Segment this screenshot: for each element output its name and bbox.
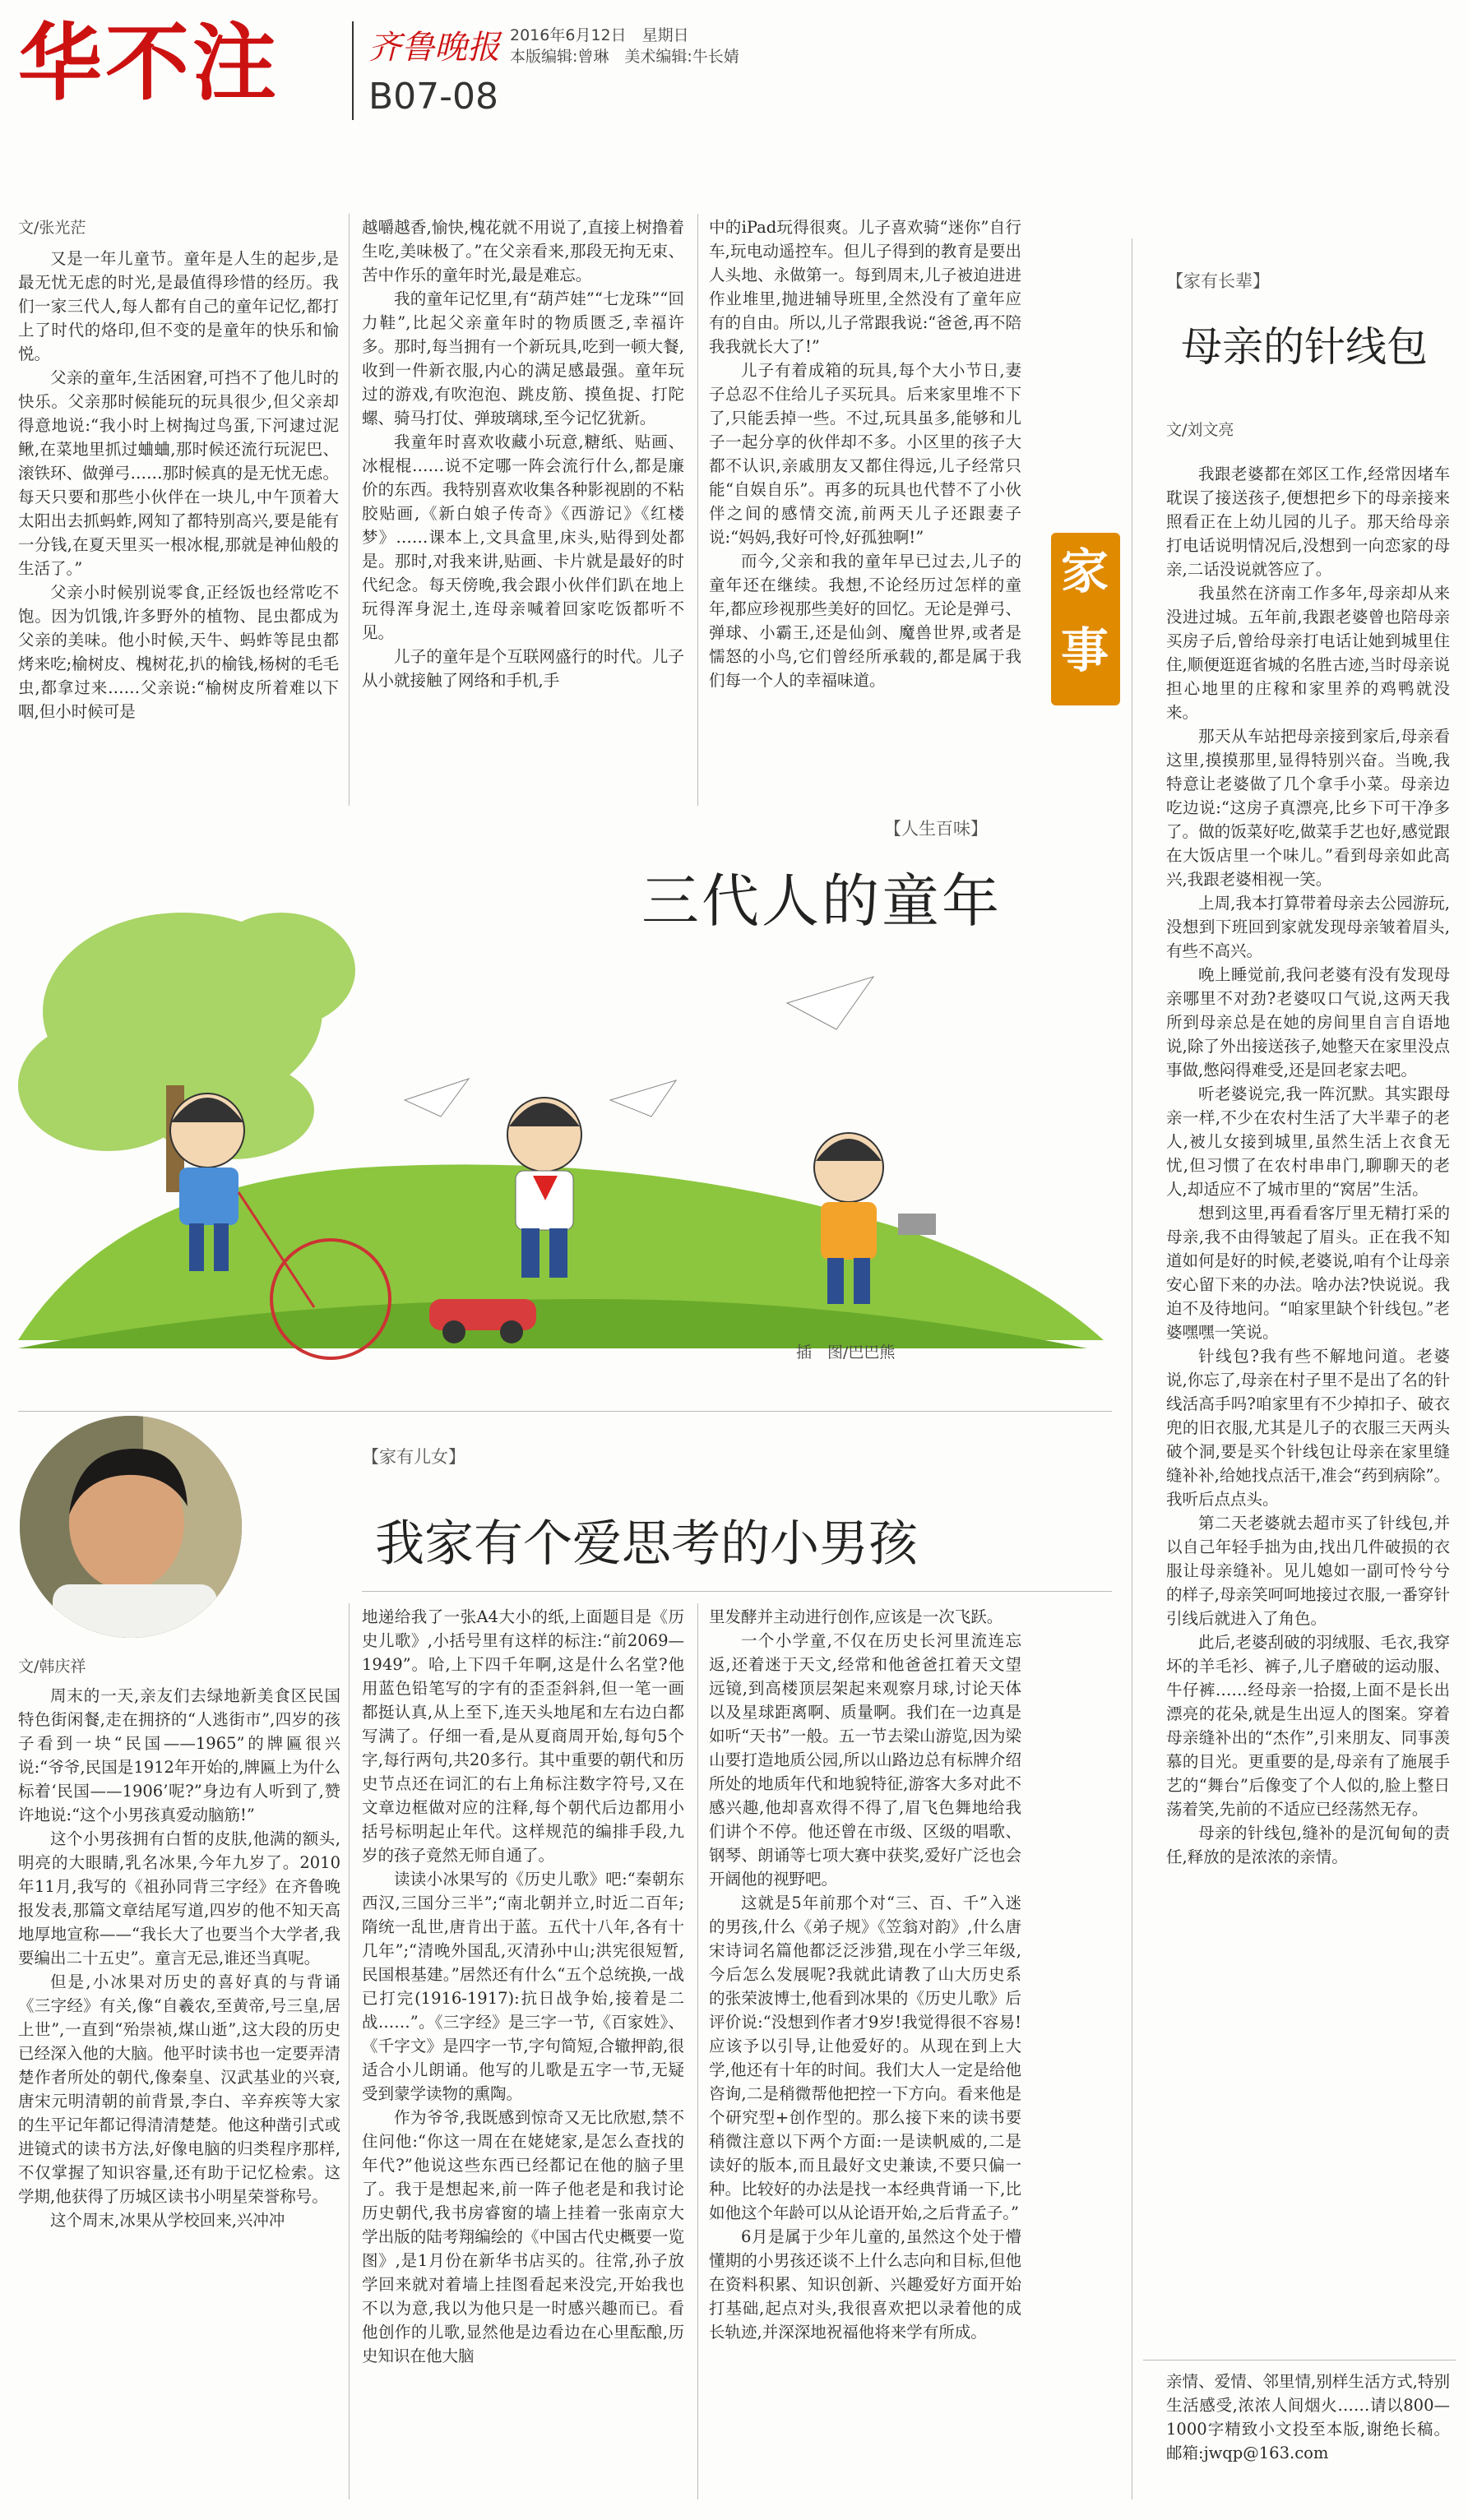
paragraph: 地递给我了一张A4大小的纸,上面题目是《历史儿歌》,小括号里有这样的标注:“前2069—1949”。哈,上下四千年啊,这是什么名堂?他用蓝色铅笔写的字有的歪歪斜斜,但一笔一画都挺认真,从上至下,连天头地尾和左右边白都写满了。仔细一看,是从夏商周开始,每句5个字,每行两句,共20多行。其中重要的朝代和历史节点还在词汇的右上角标注数字符号,又在文章边框做对应的注释,每个朝代后边都用小括号标明起止年代。这样规范的编排手段,九岁的孩子竟然无师自通了。 [362,1607,684,1865]
article1-byline: 文/张光茫 [18,219,86,237]
section-divider [18,1411,1112,1412]
paragraph: 想到这里,再看看客厅里无精打采的母亲,我不由得皱起了眉头。正在我不知道如何是好的时候,老婆说,咱有个让母亲安心留下来的办法。啥办法?快说说。我迫不及待地问。“咱家里缺个针线包。”老婆嘿嘿一笑说。 [1166,1204,1450,1342]
submission-notice [1166,2370,1450,2465]
paragraph: 晚上睡觉前,我问老婆有没有发现母亲哪里不对劲?老婆叹口气说,这两天我所到母亲总是在她的房间里自言自语地说,除了外出接送孩子,她整天在家里没点事做,憋闷得难受,还是回老家去吧。 [1166,965,1450,1080]
article3-category: 【家有长辈】 [1166,271,1270,291]
shirt [53,1584,217,1638]
paragraph: 里发酵并主动进行创作,应该是一次飞跃。 [709,1607,1003,1626]
article1-headline: 三代人的童年 [641,867,1002,935]
paragraph: 母亲的针线包,缝补的是沉甸甸的责任,释放的是浓浓的亲情。 [1166,1824,1450,1866]
article1-col3 [709,215,1021,692]
tag-char: 事 [1061,622,1109,678]
paragraph: 这个小男孩拥有白皙的皮肤,他满的额头,明亮的大眼睛,乳名冰果,今年九岁了。2010年11月,我写的《祖孙同背三字经》在齐鲁晚报发表,那篇文章结尾写道,四岁的他不知天高地厚地宣称——“我长大了也要当个大学者,我要编出二十五史”。童言无忌,谁还当真呢。 [18,1829,340,1967]
illustration-credit: 插 图/巴巴熊 [796,1343,896,1362]
paragraph: 但是,小冰果对历史的喜好真的与背诵《三字经》有关,像“自羲农,至黄帝,号三皇,居上世”,一直到“殆崇祯,煤山逝”,这大段的历史已经深入他的大脑。他平时读书也一定要弄清楚作者所处的朝代,像秦皇、汉武基业的兴衰,唐宋元明清朝的前背景,李白、辛弃疾等大家的生平记年都记得清清楚楚。他这种凿引式或进镜式的读书方法,好像电脑的归类程序那样,不仅掌握了知识容量,还有助于记忆检索。这学期,他获得了历城区读书小明星荣誉称号。 [18,1972,340,2206]
paper-plane-icon [787,977,873,1029]
masthead-divider [352,21,354,120]
paragraph: 又是一年儿童节。童年是人生的起步,是最无忧无虑的时光,是最值得珍惜的经历。我们一家三代人,每人都有自己的童年记忆,都打上了时代的烙印,但不变的是童年的快乐和愉悦。 [18,249,339,363]
paragraph: 越嚼越香,愉快,槐花就不用说了,直接上树撸着生吃,美味极了。”在父亲看来,那段无拘无束、苦中作乐的童年时光,最是难忘。 [362,218,684,284]
paragraph: 此后,老婆刮破的羽绒服、毛衣,我穿坏的羊毛衫、裤子,儿子磨破的运动服、牛仔裤……经母亲一拾掇,上面不是长出漂亮的花朵,就是生出逗人的图案。穿着母亲缝补出的“杰作”,引来朋友、同事羡慕的目光。更重要的是,母亲有了施展手艺的“舞台”后像变了个人似的,脸上整日荡着笑,先前的不适应已经荡然无存。 [1166,1633,1450,1819]
paragraph: 作为爷爷,我既感到惊奇又无比欣慰,禁不住问他:“你这一周在在姥姥家,是怎么查找的年代?”他说这些东西已经都记在他的脑子里了。我于是想起来,前一阵子他老是和我讨论历史朝代,我书房睿窗的墙上挂着一张南京大学出版的陆考翔编绘的《中国古代史概要一览图》,是1月份在新华书店买的。往常,孙子放学回来就对着墙上挂图看起来没完,开始我也不以为意,我以为他只是一时感兴趣而已。看他创作的儿歌,显然他是边看边在心里酝酿,历史知识在他大脑 [362,2108,684,2365]
notice-text: 亲情、爱情、邻里情,别样生活方式,特别生活感受,浓浓人间烟火……请以800—1000字精致小文投至本版,谢绝长稿。邮箱:jwqp@163.com [1166,2372,1450,2462]
column-divider [697,1603,698,2499]
column-title: 华不注 [18,15,280,113]
paragraph: 而今,父亲和我的童年早已过去,儿子的童年还在继续。我想,不论经历过怎样的童年,都应珍视那些美好的回忆。无论是弹弓、弹球、小霸王,还是仙剑、魔兽世界,或者是懦怒的小鸟,它们曾经所承载的,都是属于我们每一个人的幸福味道。 [709,552,1021,690]
paragraph: 周末的一天,亲友们去绿地新美食区民国特色街闲餐,走在拥挤的“人逃街市”,四岁的孩子看到一块“民国——1965”的牌匾很兴说:“爷爷,民国是1912年开始的,牌匾上为什么标着‘民国——1906’呢?”身边有人听到了,赞许地说:“这个小男孩真爱动脑筋!” [18,1686,340,1824]
paper-plane-icon [405,1079,469,1117]
children-illustration [18,839,1112,1365]
paragraph: 读读小冰果写的《历史儿歌》吧:“秦朝东西汉,三国分三半”;“南北朝并立,时近二百年;隋统一乱世,唐肯出于蓝。五代十八年,各有十几年”;“清晚外国乱,灭清孙中山;洪宪很短暂,民国根基建。”居然还有什么“五个总统换,一战已打完(1916-1917):抗日战争始,接着是二战……”。《三字经》是三字一节,《百家姓》、《千字文》是四字一节,字句简短,合辙押韵,很适合小儿朗诵。他写的儿歌是五字一节,无疑受到蒙学读物的熏陶。 [362,1870,684,2103]
vertical-section-tag [1051,533,1120,705]
paragraph: 中的iPad玩得很爽。儿子喜欢骑“迷你”自行车,玩电动遥控车。但儿子得到的教育是要出人头地、永做第一。每到周末,儿子被迫进进作业堆里,抛进辅导班里,全然没有了童年应有的自由。所以,儿子常跟我说:“爸爸,再不陪我我就长大了!” [709,218,1021,356]
column-divider [697,214,698,806]
article2-col3 [709,1605,1021,2344]
column-divider [349,214,350,806]
paragraph: 那天从车站把母亲接到家后,母亲看这里,摸摸那里,显得特别兴奋。当晚,我特意让老婆做了几个拿手小菜。母亲边吃边说:“这房子真漂亮,比乡下可干净多了。做的饭菜好吃,做菜手艺也好,感觉跟在大饭店里一个味儿。”看到母亲如此高兴,我跟老婆相视一笑。 [1166,727,1450,889]
paragraph: 6月是属于少年儿童的,虽然这个处于懵懂期的小男孩还谈不上什么志向和目标,但他在资料积累、知识创新、兴趣爱好方面开始打基础,起点对头,我很喜欢把以录着他的成长轨迹,并深深地祝福他将来学有所成。 [709,2227,1021,2342]
paragraph: 儿子有着成箱的玩具,每个大小节日,妻子总忍不住给儿子买玩具。后来家里堆不下了,只能丢掉一些。不过,玩具虽多,能够和儿子一起分享的伙伴却不多。小区里的孩子大都不认识,亲戚朋友又都住得远,儿子经常只能“自娱自乐”。再多的玩具也代替不了小伙伴之间的感情交流,前两天儿子还跟妻子说:“妈妈,我好可怜,好孤独啊!” [709,361,1021,547]
headline-underline [362,1591,1112,1592]
paragraph: 针线包?我有些不解地问道。老婆说,你忘了,母亲在村子里不是出了名的针线活高手吗?咱家里有不少掉扣子、破衣兜的旧衣服,尤其是儿子的衣服三天两头破个洞,要是买个针线包让母亲在家里缝缝补补,给她找点活干,准会“药到病除”。我听后点点头。 [1166,1347,1450,1509]
column-divider [349,1603,350,2499]
article3-col [1166,462,1450,1869]
article2-headline: 我家有个爱思考的小男孩 [375,1515,918,1573]
tag-char: 家 [1061,543,1109,599]
paragraph: 我童年时喜欢收藏小玩意,糖纸、贴画、冰棍棍……说不定哪一阵会流行什么,都是廉价的东西。我特别喜欢收集各种影视剧的不粘胶贴画,《新白娘子传奇》《西游记》《红楼梦》……课本上,文具盒里,床头,贴得到处都是。那时,对我来讲,贴画、卡片就是最好的时代纪念。每天傍晚,我会跟小伙伴们趴在地上玩得浑身泥土,连母亲喊着回家吃饭都听不见。 [362,432,684,642]
paragraph: 一个小学童,不仅在历史长河里流连忘返,还着迷于天文,经常和他爸爸扛着天文望远镜,到高楼顶层架起来观察月球,讨论天体以及星球距离啊、质量啊。我们在一边真是如听“天书”一般。五一节去梁山游览,因为梁山要打造地质公园,所以山路边总有标牌介绍所处的地质年代和地貌特征,游客大多对此不感兴趣,他却喜欢得不得了,眉飞色舞地给我们讲个不停。他还曾在市级、区级的唱歌、钢琴、朗诵等七项大赛中获奖,爱好广泛也会开阔他的视野吧。 [709,1631,1021,1889]
article2-col2 [362,1605,684,2368]
paper-name: 齐鲁晚报 [368,29,500,67]
paragraph: 父亲小时候别说零食,正经饭也经常吃不饱。因为饥饿,许多野外的植物、昆虫都成为父亲的美味。他小时候,天牛、蚂蚱等昆虫都烤来吃;榆树皮、槐树花,扒的榆钱,杨树的毛毛虫,都拿过来……父亲说:“榆树皮所着难以下咽,但小时候可是 [18,583,339,721]
article1-col1 [18,247,339,724]
masthead [0,0,1468,144]
article2-col1 [18,1684,340,2232]
article1-col2 [362,215,684,692]
article2-byline: 文/韩庆祥 [18,1658,86,1676]
paragraph: 我的童年记忆里,有“葫芦娃”“七龙珠”“回力鞋”,比起父亲童年时的物质匮乏,幸福许多。那时,每当拥有一个新玩具,吃到一顿大餐,收到一件新衣服,内心的满足感最强。童年玩过的游戏,有吹泡泡、跳皮筋、摸鱼捉、打陀螺、骑马打仗、弹玻璃球,至今记忆犹新。 [362,289,684,428]
paragraph: 这就是5年前那个对“三、百、千”入迷的男孩,什么《弟子规》《笠翁对韵》,什么唐宋诗词名篇他都泛泛涉猎,现在小学三年级,今后怎么发展呢?我就此请教了山大历史系的张荣波博士,他看到冰果的《历史儿歌》后评价说:“没想到作者才9岁!我觉得很不容易!应该予以引导,让他爱好的。从现在到上大学,他还有十年的时间。我们大人一定是给他咨询,二是稍微帮他把控一下方向。看来他是个研究型+创作型的。那么接下来的读书要稍微注意以下两个方面:一是读帆威的,二是读好的版本,而且最好文史兼读,不要只偏一种。比较好的办法是找一本经典背诵一下,比如他这个年龄可以从论语开始,之后背孟子。” [709,1893,1021,2222]
issue-date: 2016年6月12日 星期日 [510,26,689,44]
paragraph: 我跟老婆都在郊区工作,经常因堵车耽误了接送孩子,便想把乡下的母亲接来照看正在上幼儿园的儿子。那天给母亲打电话说明情况后,没想到一向恋家的母亲,二话没说就答应了。 [1166,465,1450,579]
paragraph: 这个周末,冰果从学校回来,兴冲冲 [50,2211,285,2230]
article3-byline: 文/刘文亮 [1166,421,1234,439]
paragraph: 我虽然在济南工作多年,母亲却从来没进过城。五年前,我跟老婆曾也陪母亲买房子后,曾给母亲打电话让她到城里住住,顺便逛逛省城的名胜古迹,当时母亲说担心地里的庄稼和家里养的鸡鸭就没来。 [1166,584,1450,722]
paragraph: 第二天老婆就去超市买了针线包,并以自己年轻手拙为由,找出几件破损的衣服让母亲缝补。见儿媳如一副可怜兮兮的样子,母亲笑呵呵地接过衣服,一番穿针引线后就进入了角色。 [1166,1514,1450,1628]
editors: 本版编辑:曾琳 美术编辑:牛长婧 [510,48,739,66]
article1-category: 【人生百味】 [884,819,988,839]
paper-plane-icon [610,1080,676,1117]
paragraph: 儿子的童年是个互联网盛行的时代。儿子从小就接触了网络和手机,手 [362,647,684,690]
article3-headline: 母亲的针线包 [1181,323,1428,371]
paragraph: 听老婆说完,我一阵沉默。其实跟母亲一样,不少在农村生活了大半辈子的老人,被儿女接到城里,虽然生活上衣食无忧,但习惯了在农村串串门,聊聊天的老人,却适应不了城市里的“窝居”生活。 [1166,1084,1450,1199]
article2-category: 【家有儿女】 [362,1447,465,1467]
boy-photo [20,1416,242,1638]
paragraph: 上周,我本打算带着母亲去公园游玩,没想到下班回到家就发现母亲皱着眉头,有些不高兴。 [1166,894,1450,960]
paragraph: 父亲的童年,生活困窘,可挡不了他儿时的快乐。父亲那时候能玩的玩具很少,但父亲却得意地说:“我小时上树掏过鸟蛋,下河逮过泥鳅,在菜地里抓过蛐蛐,那时候还流行玩泥巴、滚铁环、做弹弓……那时候真的是无忧无虑。每天只要和那些小伙伴在一块儿,中午顶着大太阳出去抓蚂蚱,网知了都特别高兴,要是能有一分钱,在夏天里买一根冰棍,那就是神仙般的生活了。” [18,368,340,578]
page-number: B07-08 [368,76,499,118]
